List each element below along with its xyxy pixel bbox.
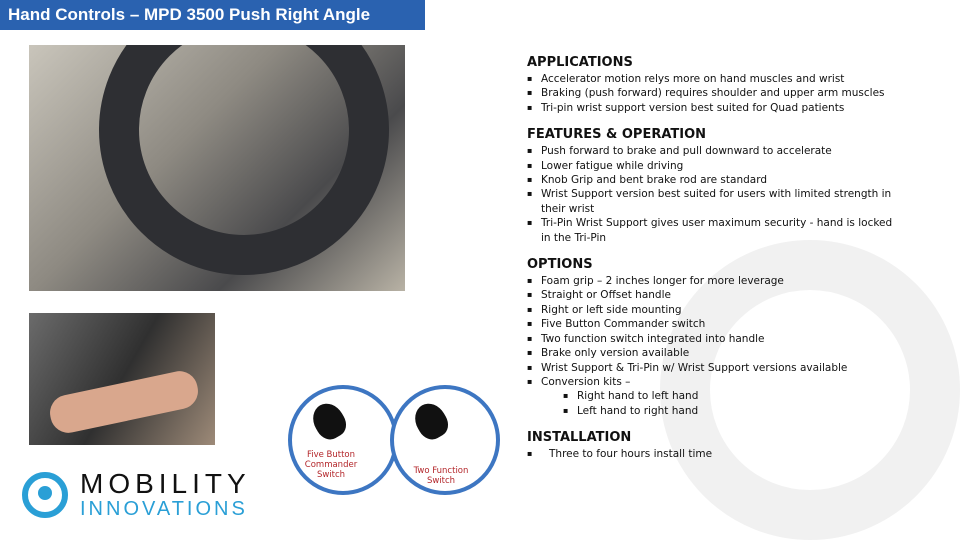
list-item: ▪ Foam grip – 2 inches longer for more leverage xyxy=(527,274,897,288)
options-heading: OPTIONS xyxy=(527,257,593,273)
list-item: ▪ Brake only version available xyxy=(527,346,897,360)
installation-heading: INSTALLATION xyxy=(527,430,632,446)
sub-list-item: ▪ Right hand to left hand xyxy=(527,389,897,403)
list-item: ▪ Knob Grip and bent brake rod are standard xyxy=(527,173,897,187)
installation-list xyxy=(527,447,897,461)
list-item: ▪ Braking (push forward) requires shoulder and upper arm muscles xyxy=(527,86,897,100)
logo-line1: MOBILITY xyxy=(80,468,251,499)
list-item: ▪ Two function switch integrated into handle xyxy=(527,332,897,346)
mobility-innovations-logo xyxy=(22,470,251,520)
steering-wheel-photo xyxy=(29,45,405,291)
content-panel xyxy=(527,55,897,474)
knob xyxy=(409,398,453,444)
two-function-caption: Two Function Switch xyxy=(413,466,469,486)
features-list xyxy=(527,144,897,245)
wrist-support-photo xyxy=(29,313,215,445)
features-heading: FEATURES & OPERATION xyxy=(527,127,707,143)
list-item: ▪ Accelerator motion relys more on hand muscles and wrist xyxy=(527,72,897,86)
logo-text xyxy=(80,470,251,520)
applications-heading: APPLICATIONS xyxy=(527,55,633,70)
list-item: ▪ Three to four hours install time xyxy=(527,447,897,461)
list-item: ▪ Conversion kits – xyxy=(527,375,897,389)
logo-icon xyxy=(22,472,68,518)
list-item: ▪ Five Button Commander switch xyxy=(527,317,897,331)
applications-list xyxy=(527,72,897,115)
list-item: ▪ Tri-pin wrist support version best suited for Quad patients xyxy=(527,101,897,115)
slide-title: Hand Controls – MPD 3500 Push Right Angle xyxy=(0,0,425,30)
five-button-caption: Five Button Commander Switch xyxy=(304,450,358,480)
list-item: ▪ Straight or Offset handle xyxy=(527,288,897,302)
list-item: ▪ Wrist Support version best suited for users with limited strength in their wrist xyxy=(527,187,897,216)
logo-line2: INNOVATIONS xyxy=(80,498,248,520)
list-item: ▪ Push forward to brake and pull downward to accelerate xyxy=(527,144,897,158)
options-list xyxy=(527,274,897,418)
list-item: ▪ Tri-Pin Wrist Support gives user maximum security - hand is locked in the Tri-Pin xyxy=(527,216,897,245)
arm xyxy=(47,368,202,436)
list-item: ▪ Right or left side mounting xyxy=(527,303,897,317)
sub-list-item: ▪ Left hand to right hand xyxy=(527,404,897,418)
list-item: ▪ Lower fatigue while driving xyxy=(527,159,897,173)
list-item: ▪ Wrist Support & Tri-Pin w/ Wrist Support versions available xyxy=(527,361,897,375)
steering-wheel xyxy=(99,45,389,275)
knob xyxy=(307,398,351,444)
